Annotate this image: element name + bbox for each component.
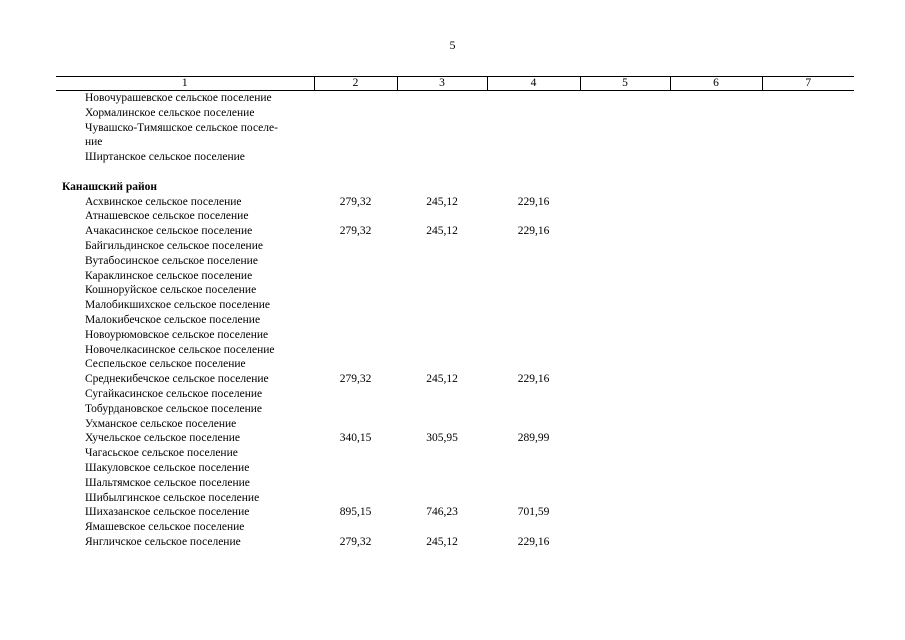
value-col-6 bbox=[670, 313, 762, 328]
district-name: Канашский район bbox=[62, 180, 158, 193]
settlement-name: Сугайкасинское сельское поселение bbox=[85, 387, 263, 400]
value-col-3 bbox=[397, 417, 487, 432]
table-row bbox=[56, 91, 854, 106]
value-col-5 bbox=[580, 476, 670, 491]
value-col-4 bbox=[487, 446, 580, 461]
value-col-5 bbox=[580, 254, 670, 269]
table-row bbox=[56, 520, 854, 535]
value-col-7 bbox=[762, 535, 854, 550]
settlement-name: Шихазанское сельское поселение bbox=[85, 506, 250, 519]
table-row bbox=[56, 269, 854, 284]
table-body bbox=[56, 91, 854, 550]
settlement-name: Атнашевское сельское поселение bbox=[85, 210, 249, 223]
table-row bbox=[56, 239, 854, 254]
value-col-5 bbox=[580, 298, 670, 313]
value-col-6 bbox=[670, 446, 762, 461]
value-col-3: 245,12 bbox=[426, 535, 458, 548]
value-col-7 bbox=[762, 328, 854, 343]
value-col-5 bbox=[580, 180, 670, 195]
value-col-3 bbox=[397, 269, 487, 284]
value-col-2 bbox=[314, 520, 397, 535]
column-header-4: 4 bbox=[487, 77, 580, 91]
value-col-6 bbox=[670, 328, 762, 343]
value-col-7 bbox=[762, 357, 854, 372]
settlement-name: Хормалинское сельское поселение bbox=[85, 106, 255, 119]
table-row bbox=[56, 535, 854, 550]
table-row bbox=[56, 313, 854, 328]
value-col-7 bbox=[762, 343, 854, 358]
value-col-6 bbox=[670, 195, 762, 210]
value-col-7 bbox=[762, 476, 854, 491]
column-header-5: 5 bbox=[580, 77, 670, 91]
value-col-7 bbox=[762, 372, 854, 387]
settlement-name: Шальтямское сельское поселение bbox=[85, 476, 250, 489]
value-col-2 bbox=[314, 269, 397, 284]
table-row bbox=[56, 343, 854, 358]
value-col-2 bbox=[314, 239, 397, 254]
value-col-7 bbox=[762, 91, 854, 106]
value-col-5 bbox=[580, 520, 670, 535]
value-col-7 bbox=[762, 431, 854, 446]
table-row bbox=[56, 431, 854, 446]
value-col-6 bbox=[670, 431, 762, 446]
settlement-name: Ачакасинское сельское поселение bbox=[85, 225, 253, 238]
value-col-7 bbox=[762, 402, 854, 417]
value-col-4 bbox=[487, 461, 580, 476]
value-col-2 bbox=[314, 491, 397, 506]
value-col-5 bbox=[580, 209, 670, 224]
spacer-row bbox=[56, 165, 854, 180]
value-col-4 bbox=[487, 357, 580, 372]
value-col-3 bbox=[397, 491, 487, 506]
value-col-6 bbox=[670, 224, 762, 239]
value-col-3: 746,23 bbox=[426, 506, 458, 519]
value-col-7 bbox=[762, 150, 854, 165]
value-col-4 bbox=[487, 283, 580, 298]
value-col-2 bbox=[314, 313, 397, 328]
value-col-3 bbox=[397, 446, 487, 461]
table-row bbox=[56, 106, 854, 121]
value-col-4 bbox=[487, 239, 580, 254]
value-col-6 bbox=[670, 135, 762, 150]
value-col-3 bbox=[397, 106, 487, 121]
value-col-4 bbox=[487, 150, 580, 165]
value-col-4 bbox=[487, 520, 580, 535]
value-col-4 bbox=[487, 491, 580, 506]
value-col-5 bbox=[580, 106, 670, 121]
settlement-name: Новоурюмовское сельское поселение bbox=[85, 328, 269, 341]
value-col-2 bbox=[314, 343, 397, 358]
settlement-name: Кошноруйское сельское поселение bbox=[85, 284, 257, 297]
value-col-6 bbox=[670, 121, 762, 136]
table-row bbox=[56, 209, 854, 224]
value-col-5 bbox=[580, 505, 670, 520]
value-col-7 bbox=[762, 417, 854, 432]
value-col-5 bbox=[580, 283, 670, 298]
column-header-3: 3 bbox=[397, 77, 487, 91]
value-col-5 bbox=[580, 165, 670, 180]
value-col-7 bbox=[762, 387, 854, 402]
table-row bbox=[56, 254, 854, 269]
settlement-name: Ширтанское сельское поселение bbox=[85, 151, 245, 164]
value-col-6 bbox=[670, 417, 762, 432]
value-col-2 bbox=[314, 254, 397, 269]
value-col-4 bbox=[487, 91, 580, 106]
value-col-5 bbox=[580, 446, 670, 461]
settlement-name: Чувашско-Тимяшское сельское поселе- bbox=[85, 121, 278, 134]
value-col-6 bbox=[670, 505, 762, 520]
value-col-7 bbox=[762, 165, 854, 180]
settlement-name: Ямашевское сельское поселение bbox=[85, 521, 245, 534]
value-col-2: 340,15 bbox=[339, 432, 372, 445]
value-col-4 bbox=[487, 165, 580, 180]
value-col-7 bbox=[762, 491, 854, 506]
value-col-3 bbox=[397, 357, 487, 372]
value-col-3 bbox=[397, 165, 487, 180]
value-col-2 bbox=[314, 446, 397, 461]
value-col-3 bbox=[397, 476, 487, 491]
table-row bbox=[56, 372, 854, 387]
table-row bbox=[56, 476, 854, 491]
value-col-3 bbox=[397, 328, 487, 343]
value-col-5 bbox=[580, 431, 670, 446]
value-col-2: 895,15 bbox=[339, 506, 372, 519]
value-col-2: 279,32 bbox=[339, 535, 372, 548]
value-col-3: 245,12 bbox=[426, 195, 458, 208]
settlement-name: Янгличское сельское поселение bbox=[85, 535, 241, 548]
value-col-4: 229,16 bbox=[517, 225, 550, 238]
value-col-3 bbox=[397, 298, 487, 313]
value-col-3: 245,12 bbox=[426, 373, 458, 386]
value-col-6 bbox=[670, 298, 762, 313]
settlement-name: Шакуловское сельское поселение bbox=[85, 461, 250, 474]
value-col-3 bbox=[397, 239, 487, 254]
value-col-3 bbox=[397, 520, 487, 535]
value-col-4 bbox=[487, 121, 580, 136]
value-col-6 bbox=[670, 180, 762, 195]
value-col-7 bbox=[762, 269, 854, 284]
value-col-7 bbox=[762, 224, 854, 239]
value-col-4 bbox=[487, 269, 580, 284]
value-col-7 bbox=[762, 135, 854, 150]
value-col-5 bbox=[580, 328, 670, 343]
value-col-2 bbox=[314, 150, 397, 165]
value-col-2 bbox=[314, 91, 397, 106]
value-col-3 bbox=[397, 402, 487, 417]
value-col-5 bbox=[580, 121, 670, 136]
value-col-2: 279,32 bbox=[339, 225, 372, 238]
value-col-5 bbox=[580, 195, 670, 210]
value-col-2 bbox=[314, 357, 397, 372]
settlement-name: Вутабосинское сельское поселение bbox=[85, 254, 258, 267]
value-col-2 bbox=[314, 106, 397, 121]
value-col-7 bbox=[762, 195, 854, 210]
value-col-4 bbox=[487, 417, 580, 432]
value-col-6 bbox=[670, 254, 762, 269]
value-col-3: 245,12 bbox=[426, 225, 458, 238]
value-col-4 bbox=[487, 135, 580, 150]
value-col-7 bbox=[762, 298, 854, 313]
value-col-6 bbox=[670, 461, 762, 476]
table-row bbox=[56, 505, 854, 520]
value-col-5 bbox=[580, 269, 670, 284]
table-row bbox=[56, 446, 854, 461]
value-col-2 bbox=[314, 180, 397, 195]
value-col-2 bbox=[314, 135, 397, 150]
value-col-4 bbox=[487, 343, 580, 358]
value-col-2 bbox=[314, 402, 397, 417]
value-col-4: 229,16 bbox=[517, 195, 550, 208]
value-col-2 bbox=[314, 298, 397, 313]
table-row bbox=[56, 298, 854, 313]
value-col-4 bbox=[487, 180, 580, 195]
table-row bbox=[56, 195, 854, 210]
value-col-6 bbox=[670, 283, 762, 298]
table-row bbox=[56, 135, 854, 150]
value-col-5 bbox=[580, 239, 670, 254]
table-row bbox=[56, 387, 854, 402]
value-col-6 bbox=[670, 209, 762, 224]
settlement-name: ние bbox=[85, 136, 103, 149]
value-col-5 bbox=[580, 402, 670, 417]
settlement-name: Чагасьское сельское поселение bbox=[85, 447, 238, 460]
value-col-3 bbox=[397, 150, 487, 165]
value-col-7 bbox=[762, 106, 854, 121]
value-col-2 bbox=[314, 387, 397, 402]
value-col-3 bbox=[397, 135, 487, 150]
table-row bbox=[56, 491, 854, 506]
value-col-6 bbox=[670, 491, 762, 506]
table-row bbox=[56, 121, 854, 136]
value-col-7 bbox=[762, 180, 854, 195]
value-col-6 bbox=[670, 343, 762, 358]
value-col-4: 289,99 bbox=[517, 432, 550, 445]
value-col-7 bbox=[762, 505, 854, 520]
settlement-name: Сеспельское сельское поселение bbox=[85, 358, 246, 371]
value-col-5 bbox=[580, 535, 670, 550]
value-col-6 bbox=[670, 535, 762, 550]
value-col-5 bbox=[580, 135, 670, 150]
value-col-7 bbox=[762, 446, 854, 461]
settlement-name bbox=[56, 165, 314, 180]
value-col-5 bbox=[580, 417, 670, 432]
table-row bbox=[56, 283, 854, 298]
value-col-6 bbox=[670, 357, 762, 372]
value-col-4 bbox=[487, 106, 580, 121]
value-col-3 bbox=[397, 343, 487, 358]
value-col-3 bbox=[397, 209, 487, 224]
column-header-2: 2 bbox=[314, 77, 397, 91]
value-col-2 bbox=[314, 328, 397, 343]
value-col-7 bbox=[762, 254, 854, 269]
value-col-6 bbox=[670, 387, 762, 402]
value-col-6 bbox=[670, 402, 762, 417]
value-col-4: 229,16 bbox=[517, 373, 550, 386]
table-row bbox=[56, 402, 854, 417]
value-col-5 bbox=[580, 224, 670, 239]
value-col-2: 279,32 bbox=[339, 373, 372, 386]
settlement-name: Малобикшихское сельское поселение bbox=[85, 299, 271, 312]
value-col-6 bbox=[670, 520, 762, 535]
value-col-6 bbox=[670, 476, 762, 491]
value-col-5 bbox=[580, 372, 670, 387]
value-col-5 bbox=[580, 491, 670, 506]
value-col-6 bbox=[670, 91, 762, 106]
district-row bbox=[56, 180, 854, 195]
value-col-3 bbox=[397, 461, 487, 476]
value-col-4 bbox=[487, 476, 580, 491]
value-col-3 bbox=[397, 387, 487, 402]
value-col-6 bbox=[670, 106, 762, 121]
value-col-3 bbox=[397, 121, 487, 136]
settlement-name: Малокибечское сельское поселение bbox=[85, 313, 261, 326]
tariff-table bbox=[56, 76, 854, 550]
value-col-2 bbox=[314, 461, 397, 476]
value-col-4 bbox=[487, 313, 580, 328]
value-col-7 bbox=[762, 461, 854, 476]
value-col-5 bbox=[580, 343, 670, 358]
settlement-name: Тобурдановское сельское поселение bbox=[85, 402, 262, 415]
value-col-6 bbox=[670, 165, 762, 180]
value-col-5 bbox=[580, 461, 670, 476]
value-col-2 bbox=[314, 165, 397, 180]
settlement-name: Хучельское сельское поселение bbox=[85, 432, 240, 445]
settlement-name: Караклинское сельское поселение bbox=[85, 269, 253, 282]
settlement-name: Байгильдинское сельское поселение bbox=[85, 239, 263, 252]
value-col-4 bbox=[487, 328, 580, 343]
column-header-7: 7 bbox=[762, 77, 854, 91]
value-col-5 bbox=[580, 313, 670, 328]
value-col-5 bbox=[580, 91, 670, 106]
value-col-5 bbox=[580, 357, 670, 372]
header-row bbox=[56, 77, 854, 91]
value-col-6 bbox=[670, 239, 762, 254]
value-col-2 bbox=[314, 209, 397, 224]
value-col-2 bbox=[314, 121, 397, 136]
value-col-4 bbox=[487, 298, 580, 313]
settlement-name: Шибылгинское сельское поселение bbox=[85, 491, 260, 504]
value-col-4 bbox=[487, 254, 580, 269]
table-row bbox=[56, 461, 854, 476]
value-col-4 bbox=[487, 402, 580, 417]
table-row bbox=[56, 357, 854, 372]
value-col-3 bbox=[397, 254, 487, 269]
value-col-3 bbox=[397, 180, 487, 195]
value-col-7 bbox=[762, 209, 854, 224]
value-col-7 bbox=[762, 239, 854, 254]
column-header-6: 6 bbox=[670, 77, 762, 91]
value-col-4: 229,16 bbox=[517, 535, 550, 548]
value-col-3: 305,95 bbox=[426, 432, 458, 445]
table-row bbox=[56, 150, 854, 165]
table-row bbox=[56, 224, 854, 239]
settlement-name: Новочелкасинское сельское поселение bbox=[85, 343, 275, 356]
value-col-6 bbox=[670, 372, 762, 387]
value-col-4 bbox=[487, 387, 580, 402]
value-col-2 bbox=[314, 476, 397, 491]
page-number: 5 bbox=[449, 38, 456, 52]
value-col-2: 279,32 bbox=[339, 195, 372, 208]
value-col-2 bbox=[314, 417, 397, 432]
table-row bbox=[56, 417, 854, 432]
column-header-1: 1 bbox=[56, 77, 314, 91]
value-col-6 bbox=[670, 150, 762, 165]
value-col-2 bbox=[314, 283, 397, 298]
value-col-6 bbox=[670, 269, 762, 284]
value-col-5 bbox=[580, 387, 670, 402]
settlement-name: Асхвинское сельское поселение bbox=[85, 195, 242, 208]
value-col-3 bbox=[397, 313, 487, 328]
value-col-7 bbox=[762, 520, 854, 535]
settlement-name: Среднекибечское сельское поселение bbox=[85, 373, 269, 386]
value-col-3 bbox=[397, 283, 487, 298]
settlement-name: Новочурашевское сельское поселение bbox=[85, 92, 272, 104]
value-col-3 bbox=[397, 91, 487, 106]
value-col-7 bbox=[762, 313, 854, 328]
settlement-name: Ухманское сельское поселение bbox=[85, 417, 237, 430]
value-col-4 bbox=[487, 209, 580, 224]
value-col-4: 701,59 bbox=[517, 506, 550, 519]
value-col-7 bbox=[762, 121, 854, 136]
value-col-5 bbox=[580, 150, 670, 165]
value-col-7 bbox=[762, 283, 854, 298]
table-row bbox=[56, 328, 854, 343]
